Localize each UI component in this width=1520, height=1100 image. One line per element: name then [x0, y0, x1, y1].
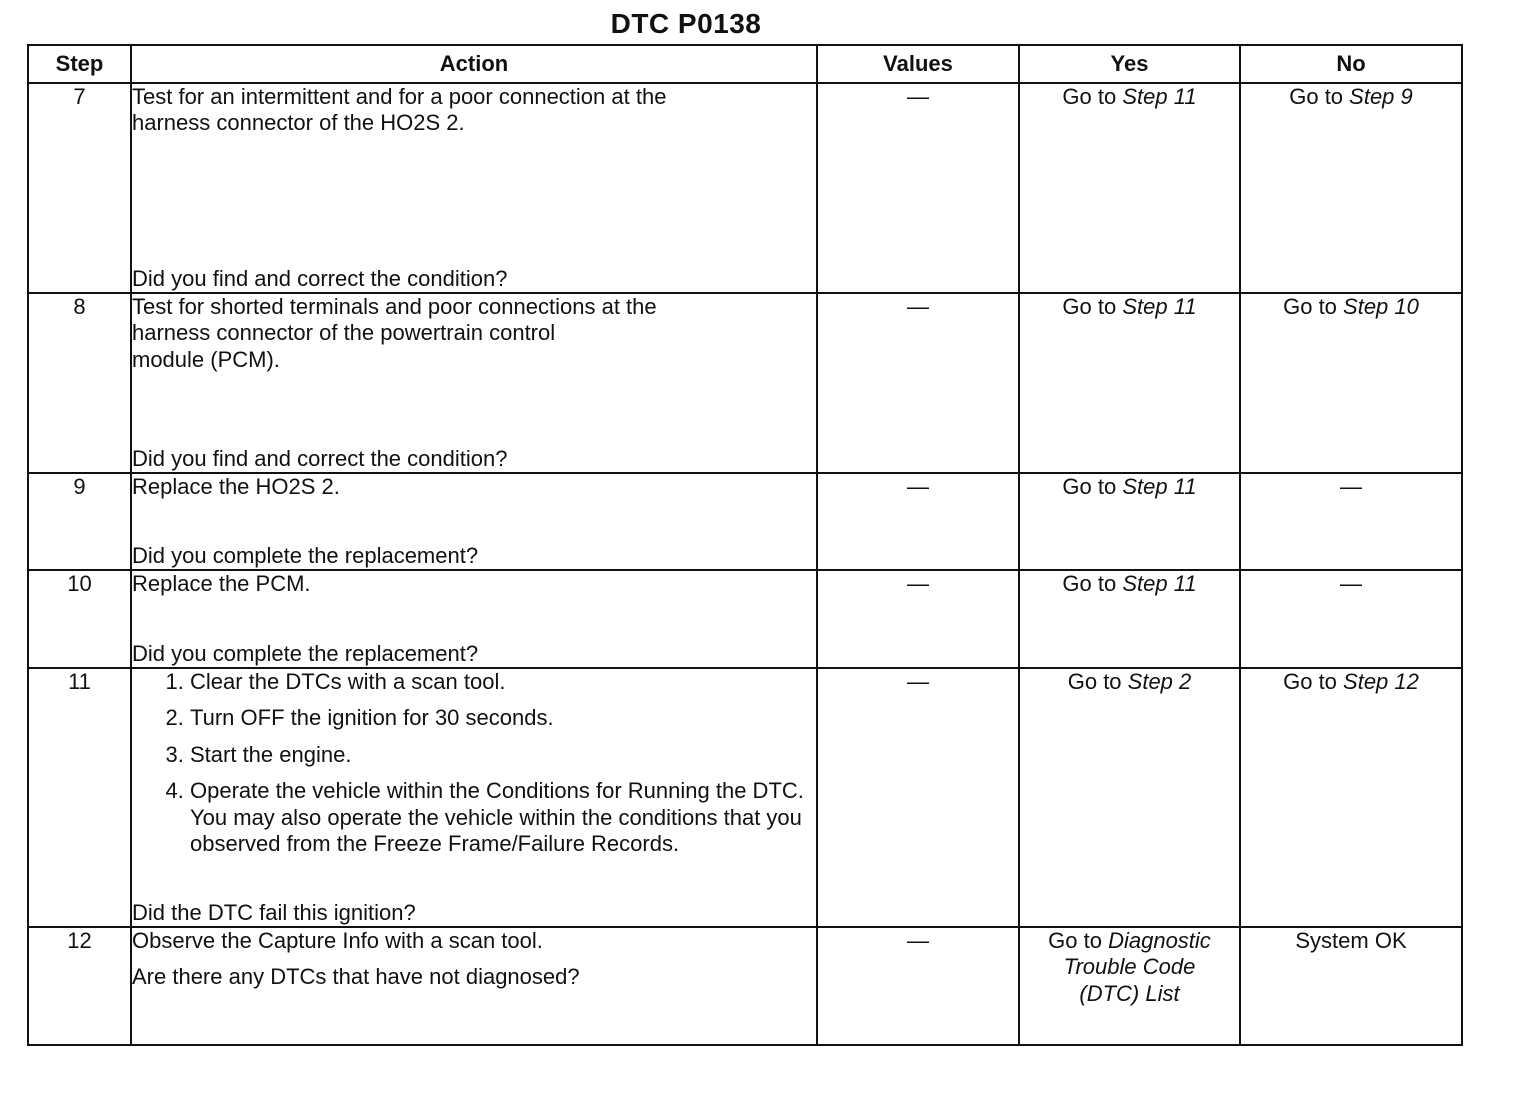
- table-header-row: [28, 45, 1462, 83]
- procedure-item: 2. Turn OFF the ignition for 30 seconds.: [190, 705, 816, 731]
- no-cell: [1240, 473, 1462, 570]
- values-cell: [817, 570, 1019, 668]
- yes-step-ref: Step 11: [1122, 294, 1197, 319]
- yes-prefix: Go to: [1062, 84, 1123, 109]
- action-question: Did you complete the replacement?: [132, 542, 479, 568]
- values-cell: [817, 83, 1019, 293]
- values-cell: [817, 668, 1019, 927]
- action-cell: [131, 473, 817, 570]
- step-number: 11: [28, 668, 131, 927]
- action-text: Observe the Capture Info with a scan tool.: [132, 928, 543, 953]
- action-cell: [131, 927, 817, 1045]
- procedure-item: 1. Clear the DTCs with a scan tool.: [190, 669, 816, 695]
- yes-prefix: Go to: [1048, 928, 1109, 953]
- table-row: [28, 473, 1462, 570]
- page-title: DTC P0138: [610, 8, 762, 39]
- yes-cell: [1019, 570, 1240, 668]
- header-action: Action: [131, 45, 817, 83]
- procedure-item: 3. Start the engine.: [190, 742, 816, 768]
- procedure-item: 4. Operate the vehicle within the Conditions for Running the DTC. You may also operate the vehicle within the conditions that you observed from the Freeze Frame/Failure Records.: [190, 778, 816, 857]
- table-row: [28, 293, 1462, 473]
- yes-list-ref: Diagnostic Trouble Code (DTC) List: [1063, 928, 1211, 1006]
- table-row: [28, 570, 1462, 668]
- no-dash: —: [1340, 571, 1362, 596]
- table-row: [28, 668, 1462, 927]
- step-number: 9: [28, 473, 131, 570]
- values-cell: [817, 293, 1019, 473]
- action-question: Are there any DTCs that have not diagnosed?: [132, 964, 580, 990]
- values-dash: —: [907, 294, 929, 319]
- step-number: 7: [28, 83, 131, 293]
- action-question: Did you complete the replacement?: [132, 640, 479, 666]
- no-dash: —: [1340, 474, 1362, 499]
- no-step-ref: Step 10: [1343, 294, 1419, 319]
- yes-step-ref: Step 11: [1122, 84, 1197, 109]
- no-prefix: Go to: [1289, 84, 1350, 109]
- yes-step-ref: Step 2: [1127, 669, 1192, 694]
- no-cell: [1240, 570, 1462, 668]
- values-cell: [817, 473, 1019, 570]
- action-cell: [131, 668, 817, 927]
- no-step-ref: Step 9: [1349, 84, 1413, 109]
- no-prefix: Go to: [1283, 294, 1344, 319]
- action-cell: [131, 570, 817, 668]
- step-number: 10: [28, 570, 131, 668]
- header-yes: Yes: [1019, 45, 1240, 83]
- diagnostic-table: [27, 44, 1463, 1046]
- action-text: Test for an intermittent and for a poor connection at the harness connector of the HO2S 2.: [132, 84, 667, 136]
- values-dash: —: [907, 571, 929, 596]
- no-cell: [1240, 293, 1462, 473]
- yes-prefix: Go to: [1062, 294, 1123, 319]
- no-cell: [1240, 83, 1462, 293]
- step-number: 12: [28, 927, 131, 1045]
- yes-step-ref: Step 11: [1122, 474, 1197, 499]
- no-cell: [1240, 668, 1462, 927]
- values-dash: —: [907, 669, 929, 694]
- action-text: Test for shorted terminals and poor connections at the harness connector of the powertrain control module (PCM).: [132, 294, 657, 372]
- yes-cell: [1019, 668, 1240, 927]
- no-result: System OK: [1295, 928, 1407, 953]
- table-row: [28, 927, 1462, 1045]
- values-dash: —: [907, 474, 929, 499]
- values-cell: [817, 927, 1019, 1045]
- step-number: 8: [28, 293, 131, 473]
- values-dash: —: [907, 928, 929, 953]
- yes-prefix: Go to: [1067, 669, 1128, 694]
- action-text: Replace the HO2S 2.: [132, 474, 340, 499]
- no-cell: [1240, 927, 1462, 1045]
- yes-cell: [1019, 83, 1240, 293]
- action-question: Did the DTC fail this ignition?: [132, 899, 416, 925]
- yes-step-ref: Step 11: [1122, 571, 1197, 596]
- yes-cell: [1019, 473, 1240, 570]
- action-cell: [131, 293, 817, 473]
- yes-prefix: Go to: [1062, 474, 1123, 499]
- header-values: Values: [817, 45, 1019, 83]
- yes-cell: [1019, 293, 1240, 473]
- values-dash: —: [907, 84, 929, 109]
- table-row: [28, 83, 1462, 293]
- no-prefix: Go to: [1283, 669, 1344, 694]
- yes-cell: [1019, 927, 1240, 1045]
- action-question: Did you find and correct the condition?: [132, 445, 508, 471]
- action-text: Replace the PCM.: [132, 571, 311, 596]
- header-step: Step: [28, 45, 131, 83]
- no-step-ref: Step 12: [1343, 669, 1419, 694]
- yes-prefix: Go to: [1062, 571, 1123, 596]
- action-cell: [131, 83, 817, 293]
- action-question: Did you find and correct the condition?: [132, 265, 508, 291]
- procedure-list: [132, 669, 816, 863]
- header-no: No: [1240, 45, 1462, 83]
